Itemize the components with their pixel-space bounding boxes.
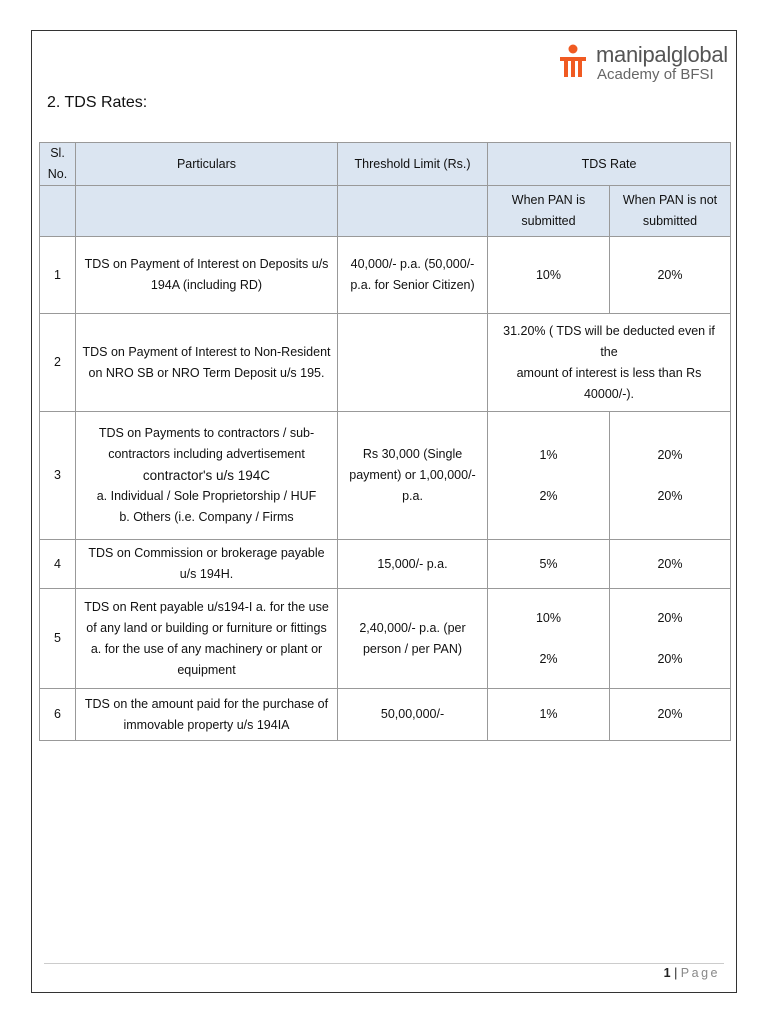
row-sl-no: 2 [40, 314, 76, 412]
row-rate-no-pan-a: 20% [657, 447, 683, 462]
section-title: 2. TDS Rates: [47, 94, 148, 111]
row-rate-no-pan: 20% [610, 689, 731, 741]
row-particulars: TDS on Payment of Interest on Deposits u/s 194A (including RD) [76, 237, 338, 314]
manipal-logo-icon [558, 44, 588, 80]
page-number: 1 [663, 966, 671, 980]
row-particulars: TDS on the amount paid for the purchase of immovable property u/s 194IA [76, 689, 338, 741]
row-rate-pan: 1% [488, 689, 610, 741]
row-particulars-line2: contractor's u/s 194C [142, 468, 271, 483]
row-particulars [76, 589, 338, 689]
subheader-empty-threshold [338, 186, 488, 237]
row-rate-pan: 5% [488, 540, 610, 589]
row-rate-no-pan-b: 20% [657, 651, 683, 666]
row-rate-no-pan-a: 20% [657, 610, 683, 625]
row-sl-no: 1 [40, 237, 76, 314]
row-particulars-line4: b. Others (i.e. Company / Firms [119, 510, 294, 524]
row-rate-pan-b: 2% [539, 488, 558, 503]
row-rate-no-pan: 20% [610, 540, 731, 589]
row-rate-pan-a: 1% [539, 447, 558, 462]
header-row [40, 143, 731, 186]
header-sl-no: Sl. No. [40, 143, 76, 186]
row-threshold: 2,40,000/- p.a. (per person / per PAN) [338, 589, 488, 689]
row-particulars-line2: a. for the use of any machinery or plant or equipment [90, 641, 323, 677]
row-rate-no-pan-b: 20% [657, 488, 683, 503]
header-threshold: Threshold Limit (Rs.) [338, 143, 488, 186]
row-sl-no: 6 [40, 689, 76, 741]
subheader-row [40, 186, 731, 237]
table-row [40, 589, 731, 689]
page-separator: | [674, 966, 678, 980]
row-rate-merged [488, 314, 731, 412]
header-particulars: Particulars [76, 143, 338, 186]
row-rate-merged-line1: 31.20% ( TDS will be deducted even if the [503, 323, 715, 359]
row-rate-merged-line2: amount of interest is less than Rs 40000/-). [516, 365, 702, 401]
logo [558, 42, 728, 86]
table-row [40, 540, 731, 589]
row-sl-no: 5 [40, 589, 76, 689]
subheader-empty-sl [40, 186, 76, 237]
table-row [40, 314, 731, 412]
row-particulars [76, 412, 338, 540]
row-rate-pan-a: 10% [535, 610, 562, 625]
page-footer [664, 966, 720, 980]
row-threshold: 15,000/- p.a. [338, 540, 488, 589]
tds-rates-table [39, 142, 731, 741]
logo-brand: manipalglobal [596, 42, 728, 67]
logo-subtitle: Academy of BFSI [597, 66, 714, 83]
footer-divider [44, 963, 724, 964]
row-particulars-line1: TDS on Rent payable u/s194-I a. for the use of any land or building or furniture or fittings [84, 599, 329, 635]
row-rate-pan: 10% [488, 237, 610, 314]
table-row [40, 412, 731, 540]
row-rate-no-pan [610, 412, 731, 540]
row-particulars-line3: a. Individual / Sole Proprietorship / HUF [96, 489, 317, 503]
header-pan-not-submitted: When PAN is not submitted [610, 186, 731, 237]
row-rate-pan [488, 589, 610, 689]
row-threshold: Rs 30,000 (Single payment) or 1,00,000/- p.a. [338, 412, 488, 540]
header-pan-submitted: When PAN is submitted [488, 186, 610, 237]
table-row [40, 689, 731, 741]
page-word: Page [680, 966, 720, 980]
row-threshold: 50,00,000/- [338, 689, 488, 741]
row-particulars-line1: TDS on Payments to contractors / sub-contractors including advertisement [98, 426, 315, 461]
subheader-empty-particulars [76, 186, 338, 237]
row-rate-no-pan: 20% [610, 237, 731, 314]
row-rate-pan [488, 412, 610, 540]
row-threshold [338, 314, 488, 412]
row-sl-no: 3 [40, 412, 76, 540]
row-particulars: TDS on Commission or brokerage payable u/s 194H. [76, 540, 338, 589]
header-tds-rate: TDS Rate [488, 143, 731, 186]
row-threshold: 40,000/- p.a. (50,000/- p.a. for Senior Citizen) [338, 237, 488, 314]
row-rate-no-pan [610, 589, 731, 689]
row-sl-no: 4 [40, 540, 76, 589]
row-rate-pan-b: 2% [539, 651, 558, 666]
table-row [40, 237, 731, 314]
row-particulars: TDS on Payment of Interest to Non-Resident on NRO SB or NRO Term Deposit u/s 195. [76, 314, 338, 412]
